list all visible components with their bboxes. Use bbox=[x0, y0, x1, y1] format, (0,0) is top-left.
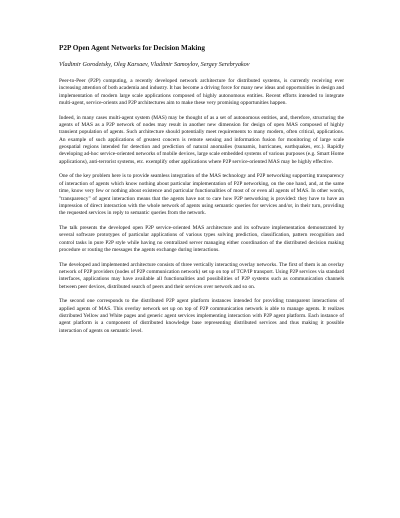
document-page bbox=[59, 44, 344, 342]
paragraph-3: One of the key problem here is to provide seamless integration of the MAS technology and P2P networking supporting transparency of interaction of agents which know nothing about particular implementation of P2P networking, on the one hand, and, at the same time, know very few or nothing about existence and particular functionalities of most of or even all agents of MAS. In other words, "transparency" of agent interaction means that the agents have not to care how P2P networking is provided: they have to have an impression of direct interaction with the whole network of agents using semantic queries for services and/or, in their turn, providing the requested services in reply to semantic queries from the network. bbox=[59, 173, 344, 217]
paper-title: P2P Open Agent Networks for Decision Making bbox=[59, 44, 206, 52]
paragraph-1: Peer-to-Peer (P2P) computing, a recently developed network architecture for distributed systems, is currently receiving ever increasing attention of both academia and industry. It has become a driving force for many new ideas and opportunities in design and implementation of modern large scale applications composed of highly autonomous entities. Recent efforts intended to integrate multi-agent, service-orients and P2P architectures aim to make these very promising opportunities happen. bbox=[59, 78, 344, 107]
paragraph-2: Indeed, in many cases multi-agent system (MAS) may be thought of as a set of autonomous entities, and, therefore, structuring the agents of MAS as a P2P network of nodes may result in another new dimension for design of open MAS composed of highly transient population of agents. Such architecture should potentially meet requirements to many modern, often critical, applications. An example of such applications of greatest concern is remote sensing and information fusion for monitoring of large scale geospatial regions intended for detection and prediction of natural anomalies (tsunamis, hurricanes, earthquakes, etc.). Rapidly developing ad-hoc service-oriented networks of mobile devices, large scale embedded systems of various purposes (e.g. Smart Home applications), anti-terrorist systems, etc. exemplify other applications where P2P service-oriented MAS may be highly effective. bbox=[59, 114, 344, 165]
paragraph-5: The developed and implemented architecture consists of three vertically interacting overlay networks. The first of them is an overlay network of P2P providers (nodes of P2P communication network) set up on top of TCP/IP transport. Using P2P services via standard interfaces, applications may have available all functionalities and possibilities of P2P systems such as communication channels between peer devices, distributed search of peers and their services over network and so on. bbox=[59, 261, 344, 290]
paragraph-4: The talk presents the developed open P2P service-oriented MAS architecture and its software implementation demonstrated by several software prototypes of particular applications of various types solving prediction, classification, pattern recognition and control tasks in pure P2P style while having no centralized server managing either coordination of the distributed decision making procedure or routing the messages the agents exchange during interactions. bbox=[59, 224, 344, 253]
paper-authors: Vladimir Gorodetsky, Oleg Karsaev, Vladimir Samoylov, Sergey Serebryakov bbox=[59, 61, 250, 68]
paragraph-6: The second one corresponds to the distributed P2P agent platform instances intended for providing transparent interactions of applied agents of MAS. This overlay network set up on top of P2P communication network is able to manage agents. It realizes distributed Yellow and White pages and generic agent services implementing interaction with P2P agent platform. Each instance of agent platform is a component of distributed knowledge base representing distributed services and thus making it possible interaction of agents on semantic level. bbox=[59, 298, 344, 334]
